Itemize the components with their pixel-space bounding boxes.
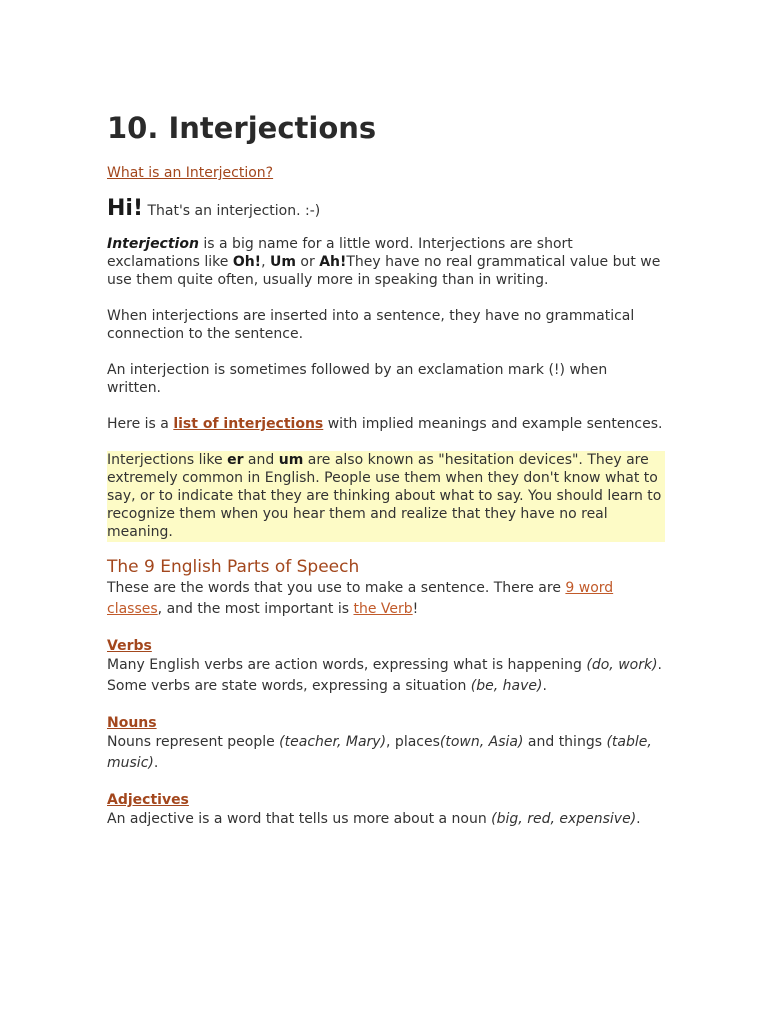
nouns-example-1: (teacher, Mary) bbox=[279, 734, 387, 750]
verbs-example-2: (be, have) bbox=[470, 678, 543, 694]
example-oh: Oh! bbox=[232, 254, 262, 270]
sep-1: , bbox=[261, 254, 270, 270]
adjectives-link[interactable]: Adjectives bbox=[107, 792, 189, 808]
list-paragraph bbox=[107, 415, 663, 433]
example-ah: Ah! bbox=[319, 254, 347, 270]
nouns-text-d: . bbox=[153, 755, 159, 771]
hi-intro bbox=[107, 194, 663, 226]
adjectives-example-1: (big, red, expensive) bbox=[491, 811, 637, 827]
verbs-example-1: (do, work) bbox=[586, 657, 658, 673]
definition-text-a: is a big name for a little word. Interjections are short exclamations like bbox=[107, 236, 573, 270]
note-text-a: Interjections like bbox=[107, 452, 228, 468]
nouns-text-a: Nouns represent people bbox=[107, 734, 280, 750]
hi-rest: That's an interjection. :-) bbox=[143, 203, 321, 219]
grammar-paragraph: When interjections are inserted into a sentence, they have no grammatical connection to the sentence. bbox=[107, 308, 635, 342]
interjection-term: Interjection bbox=[107, 236, 199, 252]
nouns-text-b: , places bbox=[386, 734, 440, 750]
adjectives-text-a: An adjective is a word that tells us more about a noun bbox=[107, 811, 492, 827]
what-is-interjection-link[interactable]: What is an Interjection? bbox=[107, 165, 274, 181]
list-text-b: with implied meanings and example sentences. bbox=[323, 416, 663, 432]
word-um: um bbox=[278, 452, 304, 468]
parts-text-a: These are the words that you use to make a sentence. There are bbox=[107, 580, 566, 596]
exclamation-paragraph: An interjection is sometimes followed by an exclamation mark (!) when written. bbox=[107, 362, 608, 396]
verbs-text-a: Many English verbs are action words, expressing what is happening bbox=[107, 657, 587, 673]
parts-text-b: , and the most important is bbox=[157, 601, 354, 617]
definition-paragraph bbox=[107, 235, 663, 289]
example-um: Um bbox=[269, 254, 296, 270]
list-text-a: Here is a bbox=[107, 416, 174, 432]
nouns-example-2: (town, Asia) bbox=[439, 734, 524, 750]
hi-word: Hi! bbox=[107, 196, 143, 221]
nouns-text-c: and things bbox=[523, 734, 607, 750]
nouns-link[interactable]: Nouns bbox=[107, 715, 157, 731]
parts-of-speech-heading: The 9 English Parts of Speech bbox=[107, 557, 360, 577]
adjectives-text bbox=[107, 809, 663, 830]
nouns-example-3: (table, music) bbox=[107, 734, 652, 771]
word-er: er bbox=[227, 452, 244, 468]
adjectives-text-b: . bbox=[636, 811, 641, 827]
word-classes-link[interactable]: 9 word classes bbox=[107, 580, 614, 617]
list-of-interjections-link[interactable]: list of interjections bbox=[173, 416, 324, 432]
hesitation-note bbox=[107, 451, 665, 542]
article bbox=[107, 108, 663, 830]
definition-text-b: They have no real grammatical value but we use them quite often, usually more in speaking than in writing. bbox=[107, 254, 661, 288]
note-text-c: are also known as "hesitation devices". They are extremely common in English. People use them when they don't know what to say, or to indicate that they are thinking about what to say. You should learn to recognize them when you hear them and realize that they have no real meaning. bbox=[107, 452, 662, 540]
the-verb-link[interactable]: the Verb bbox=[353, 601, 413, 617]
verbs-text bbox=[107, 655, 663, 697]
verbs-link[interactable]: Verbs bbox=[107, 638, 152, 654]
page-title: 10. Interjections bbox=[107, 111, 377, 145]
parts-text-c: ! bbox=[412, 601, 419, 617]
note-text-b: and bbox=[243, 452, 279, 468]
verbs-text-b: . Some verbs are state words, expressing a situation bbox=[107, 657, 662, 694]
sep-2: or bbox=[295, 254, 320, 270]
parts-of-speech-text bbox=[107, 578, 663, 620]
verbs-text-c: . bbox=[542, 678, 547, 694]
nouns-text bbox=[107, 732, 663, 774]
